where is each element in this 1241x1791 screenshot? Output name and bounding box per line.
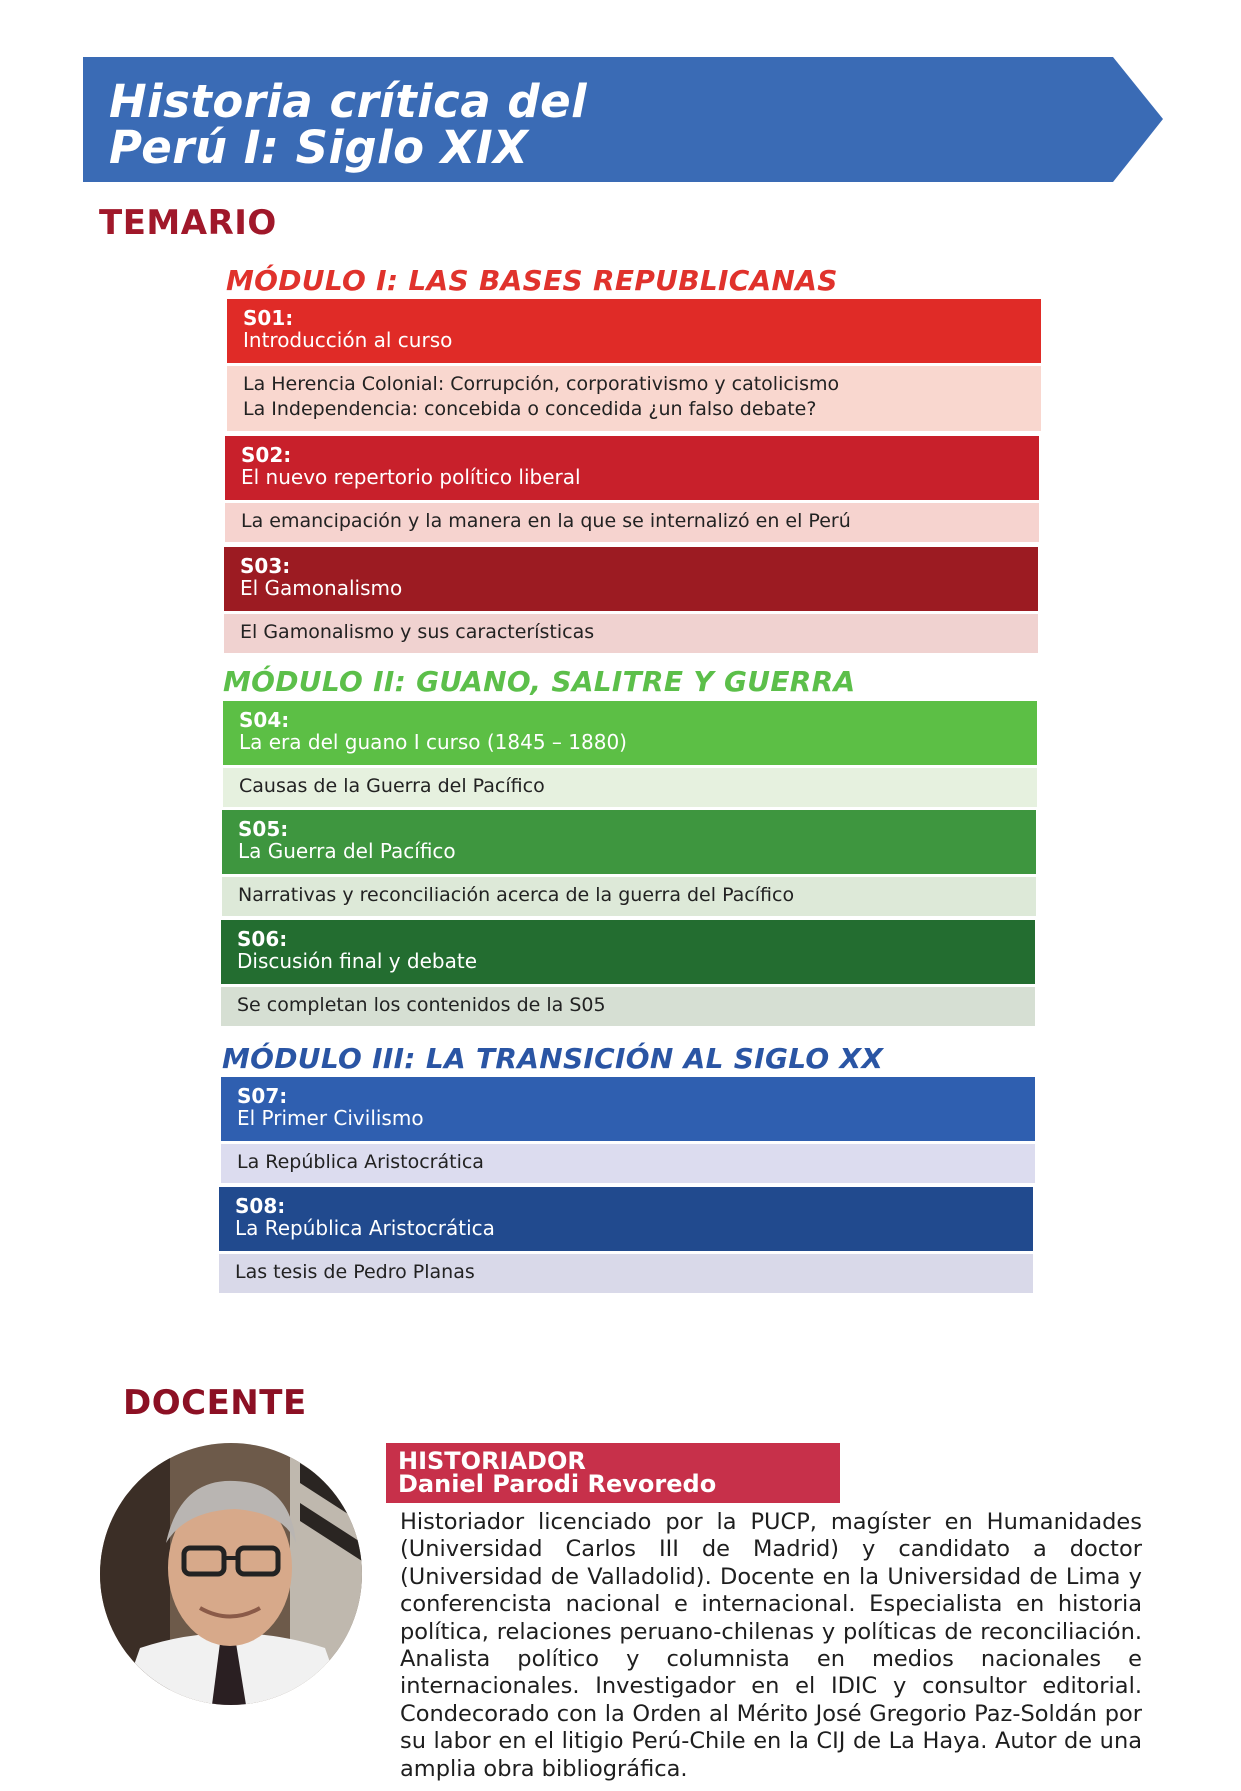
session-s03-header: [224, 547, 1038, 611]
session-title: La Guerra del Pacífico: [238, 839, 456, 863]
topic-item: Se completan los contenidos de la S05: [237, 994, 606, 1016]
teacher-role: HISTORIADOR: [398, 1447, 586, 1475]
topic-item: La República Aristocrática: [237, 1151, 484, 1173]
session-title: La República Aristocrática: [235, 1216, 495, 1240]
session-title: Introducción al curso: [243, 328, 453, 352]
session-code: S03:: [240, 554, 291, 578]
session-code: S01:: [243, 306, 294, 330]
session-code: S02:: [241, 443, 292, 467]
course-title: [109, 75, 588, 174]
session-s04-topics: [223, 768, 1037, 807]
topic-item: Causas de la Guerra del Pacífico: [239, 775, 545, 797]
session-title: El Gamonalismo: [240, 576, 403, 600]
topic-item: La emancipación y la manera en la que se internalizó en el Perú: [241, 510, 851, 532]
topic-item: El Gamonalismo y sus características: [240, 621, 595, 643]
session-title: El Primer Civilismo: [237, 1106, 424, 1130]
course-title-line-1: Historia crítica del: [109, 75, 588, 128]
topic-item: Las tesis de Pedro Planas: [235, 1261, 475, 1283]
course-title-line-2: Perú I: Siglo XIX: [109, 121, 529, 174]
title-banner: [83, 57, 1163, 182]
teacher-name-box: [386, 1443, 840, 1503]
session-s07-header: [221, 1077, 1035, 1141]
session-code: S08:: [235, 1194, 286, 1218]
session-s07-topics: [221, 1144, 1035, 1183]
session-code: S05:: [238, 817, 289, 841]
session-title: La era del guano I curso (1845 – 1880): [239, 730, 627, 754]
teacher-portrait-illustration: [100, 1443, 362, 1705]
session-s05-topics: [222, 877, 1036, 916]
session-s04-header: [223, 701, 1037, 765]
topic-item: Narrativas y reconciliación acerca de la guerra del Pacífico: [238, 884, 795, 906]
teacher-photo: [100, 1443, 362, 1705]
session-title: El nuevo repertorio político liberal: [241, 465, 581, 489]
session-s01-topics: [227, 366, 1041, 431]
module-3-title: MÓDULO III: LA TRANSICIÓN AL SIGLO XX: [222, 1042, 884, 1075]
session-s02-topics: [225, 503, 1039, 542]
topic-item: La Independencia: concebida o concedida ¿un falso debate?: [243, 398, 817, 420]
session-s05-header: [222, 810, 1036, 874]
session-s01-header: [227, 299, 1041, 363]
docente-heading: DOCENTE: [123, 1383, 307, 1423]
session-s06-topics: [221, 987, 1035, 1026]
session-s06-header: [221, 920, 1035, 984]
module-1-title: MÓDULO I: LAS BASES REPUBLICANAS: [226, 264, 838, 297]
session-title: Discusión final y debate: [237, 949, 478, 973]
session-s03-topics: [224, 614, 1038, 653]
session-s02-header: [225, 436, 1039, 500]
temario-heading: TEMARIO: [99, 203, 277, 243]
session-code: S06:: [237, 927, 288, 951]
topic-item: La Herencia Colonial: Corrupción, corporativismo y catolicismo: [243, 373, 840, 395]
module-2-title: MÓDULO II: GUANO, SALITRE Y GUERRA: [223, 665, 856, 698]
session-s08-header: [219, 1187, 1033, 1251]
session-code: S04:: [239, 708, 290, 732]
session-code: S07:: [237, 1084, 288, 1108]
teacher-bio: Historiador licenciado por la PUCP, magíster en Humanidades (Universidad Carlos III de Madrid) y candidato a doctor (Universidad de Valladolid). Docente en la Universidad de Lima y conferencista nacional e internacional. Especialista en historia política, relaciones peruano-chilenas y políticas de reconciliación. Analista político y columnista en medios nacionales e internacionales. Investigador en el IDIC y consultor editorial. Condecorado con la Orden al Mérito José Gregorio Paz-Soldán por su labor en el litigio Perú-Chile en la CIJ de La Haya. Autor de una amplia obra bibliográfica.: [400, 1509, 1142, 1782]
session-s08-topics: [219, 1254, 1033, 1293]
teacher-name: Daniel Parodi Revoredo: [398, 1470, 717, 1498]
